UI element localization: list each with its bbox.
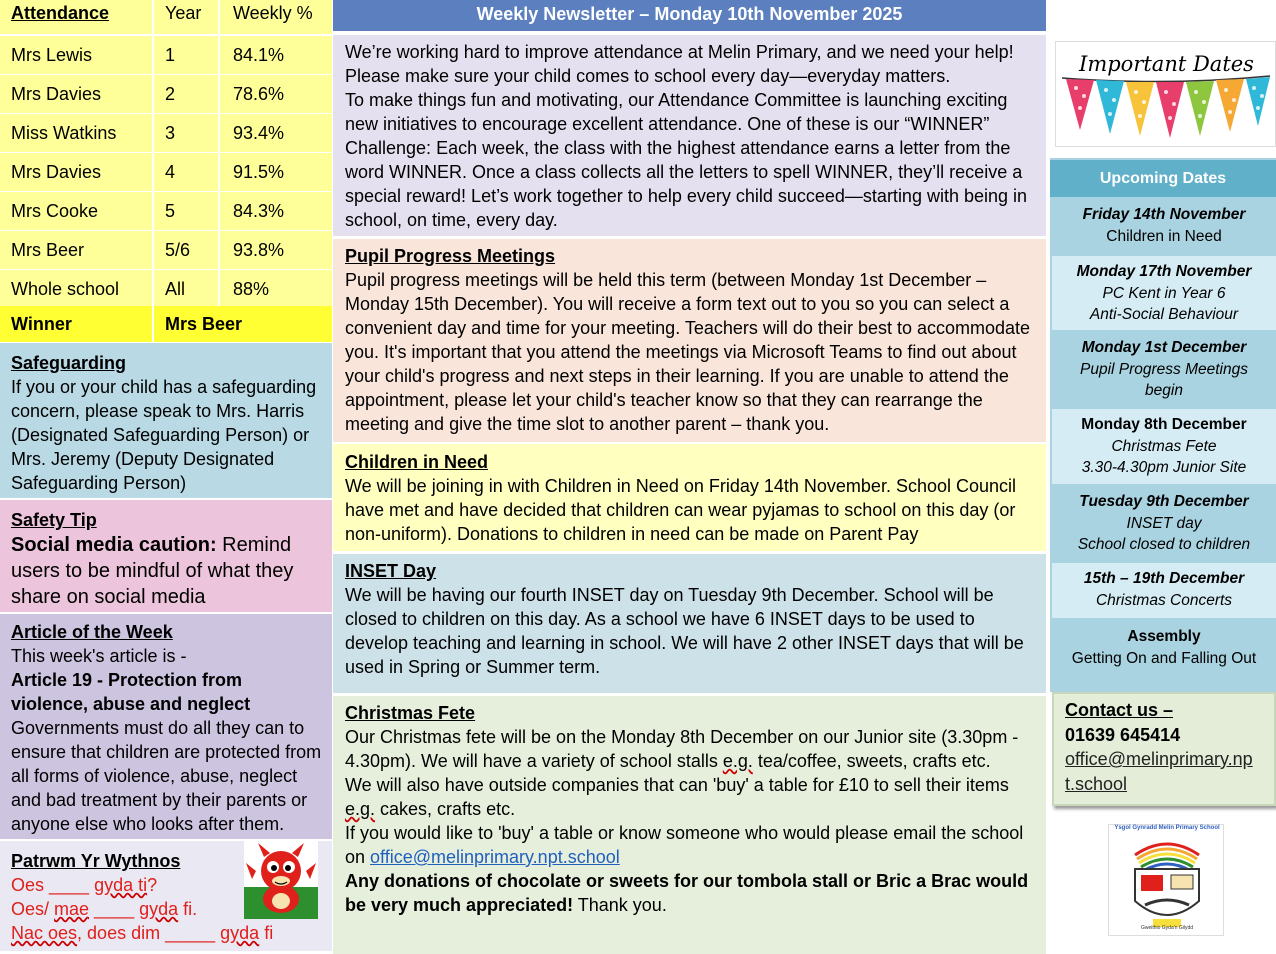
inset-body: We will be having our fourth INSET day on Tuesday 9th December. School will be closed to children on this day. As a school we have 6 INSET days to be used to develop teaching and learning in school. We will have 2 other INSET days that will be used in Spring or Summer term. (345, 585, 1024, 677)
teacher-cell: Mrs Cooke (0, 192, 152, 230)
year-header: Year (154, 0, 218, 34)
teacher-cell: Mrs Davies (0, 75, 152, 113)
safety-tip-panel (0, 500, 332, 612)
upcoming-line: School closed to children (1077, 536, 1251, 553)
upcoming-line: INSET day (1126, 514, 1202, 532)
safeguarding-body: If you or your child has a safeguarding concern, please speak to Mrs. Harris (Designated Safeguarding Person) or Mrs. Jeremy (Deputy Designated Safeguarding Person) (11, 377, 317, 493)
inset-panel (333, 554, 1046, 693)
table-row (0, 270, 332, 308)
pct-cell: 84.1% (220, 36, 332, 74)
upcoming-date: Monday 1st December (1081, 339, 1247, 356)
upcoming-item (1052, 332, 1276, 407)
patrwm-line-2: Oes/ mae ____ gyda fi. (11, 899, 198, 919)
upcoming-item (1052, 409, 1276, 484)
contact-phone: 01639 645414 (1065, 724, 1181, 745)
bunting-icon (1056, 42, 1276, 148)
teacher-cell: Mrs Beer (0, 231, 152, 269)
fete-p4: Any donations of chocolate or sweets for our tombola stall or Bric a Brac would be very much appreciated! Thank you. (345, 871, 1029, 915)
dragon-icon (244, 841, 318, 919)
upcoming-line: Getting On and Falling Out (1071, 649, 1257, 667)
pct-cell: 84.3% (220, 192, 332, 230)
year-cell: 3 (154, 114, 218, 152)
article-title: Article of the Week (11, 622, 173, 642)
table-row (0, 75, 332, 113)
fete-p3: If you would like to 'buy' a table or know someone who would please email the school on office@melinprimary.npt.school (345, 823, 1024, 867)
progress-panel (333, 239, 1046, 442)
important-dates-banner (1055, 41, 1276, 147)
upcoming-title: Upcoming Dates (1099, 170, 1227, 187)
pct-cell: 93.8% (220, 231, 332, 269)
fete-p1: Our Christmas fete will be on the Monday 8th December on our Junior site (3.30pm - 4.30pm). We will have a variety of school stalls e.g. tea/coffee, sweets, crafts etc. (345, 727, 1019, 771)
newsletter-header (333, 0, 1046, 31)
upcoming-item (1052, 563, 1276, 618)
teacher-cell: Mrs Davies (0, 153, 152, 191)
table-row (0, 231, 332, 269)
contact-email-link[interactable]: office@melinprimary.np t.school (1065, 749, 1253, 794)
upcoming-line: begin (1145, 382, 1183, 399)
intro-text: We’re working hard to improve attendance at Melin Primary, and we need your help! Please make sure your child comes to school every day—everyday matters. (345, 42, 1014, 86)
logo-text: Ysgol Gynradd Melin Primary School (1114, 825, 1220, 831)
year-cell: 2 (154, 75, 218, 113)
welsh-dragon-image (244, 841, 318, 919)
upcoming-line: Christmas Concerts (1095, 591, 1233, 609)
intro-panel (333, 35, 1046, 236)
safety-tip-text: Remind users to be mindful of what they share on social media (11, 534, 294, 608)
fete-bold: Any donations of chocolate or sweets for our tombola stall or Bric a Brac would be very much appreciated! (345, 871, 1029, 915)
article-intro: This week's article is - (11, 646, 187, 666)
progress-title: Pupil Progress Meetings (345, 246, 556, 266)
safety-tip-title: Safety Tip (11, 510, 97, 530)
article-bold: Article 19 - Protection from violence, abuse and neglect (11, 670, 251, 714)
inset-title: INSET Day (345, 561, 437, 581)
fete-email-link[interactable]: office@melinprimary.npt.school (370, 847, 620, 867)
winner-value: Mrs Beer (154, 306, 332, 342)
fete-panel (333, 696, 1046, 954)
progress-body: Pupil progress meetings will be held this term (between Monday 1st December – Monday 15th December). You will receive a form text out to you so you can select a convenient day and time for your meeting. Teachers will do their best to accommodate you. It's important that you attend the meetings via Microsoft Teams to find out about your child's progress and next steps in their learning. If you are unable to attend the appointment, please let your child's teacher know so that they can rearrange the meeting and give the time slot to another parent – thank you. (345, 270, 1031, 434)
cin-body: We will be joining in with Children in Need on Friday 14th November. School Council have met and have decided that children can wear pyjamas to school on this day (or non-uniform). Donations to children in need can be made on Parent Pay (345, 476, 1017, 544)
cin-panel (333, 444, 1046, 551)
upcoming-date: Monday 8th December (1081, 416, 1247, 433)
pct-cell: 91.5% (220, 153, 332, 191)
contact-panel (1052, 692, 1276, 806)
article-panel (0, 614, 332, 839)
article-text: Governments must do all they can to ensure that children are protected from all forms of violence, abuse, neglect and bad treatment by their parents or anyone else who looks after them. (11, 718, 322, 834)
teacher-cell: Mrs Lewis (0, 36, 152, 74)
attendance-table (0, 0, 332, 342)
attendance-header-row (0, 0, 332, 38)
intro-text-2: To make things fun and motivating, our Attendance Committee is launching exciting new initiatives to encourage excellent attendance. One of these is our “WINNER” Challenge: Each week, the class with the highest attendance earns a letter from the word WINNER. Once a class collects all the letters to spell WINNER, they’ll receive a special reward! Let’s work together to help every child succeed—starting with being in school, on time, every day. (345, 90, 1028, 230)
year-cell: 5 (154, 192, 218, 230)
safety-tip-bold: Social media caution: (11, 534, 217, 556)
upcoming-item (1052, 256, 1276, 330)
upcoming-line: PC Kent in Year 6 (1102, 284, 1226, 302)
table-row (0, 153, 332, 191)
safety-tip-body (11, 532, 322, 610)
upcoming-line: Pupil Progress Meetings (1080, 360, 1248, 378)
patrwm-line-1: Oes ____ gyda ti? (11, 875, 158, 895)
logo-motto: Gweithio Gyda'n Gilydd (1140, 925, 1194, 931)
winner-row (0, 306, 332, 342)
pct-cell: 93.4% (220, 114, 332, 152)
school-logo (1108, 824, 1224, 936)
teacher-cell: Whole school (0, 270, 152, 308)
contact-title: Contact us – (1065, 700, 1174, 720)
patrwm-title: Patrwm Yr Wythnos (11, 851, 181, 871)
cin-title: Children in Need (345, 452, 489, 472)
upcoming-date: Friday 14th November (1082, 206, 1246, 223)
upcoming-item (1052, 486, 1276, 561)
table-row (0, 114, 332, 152)
year-cell: All (154, 270, 218, 308)
upcoming-header (1050, 160, 1276, 197)
safeguarding-panel (0, 343, 332, 498)
upcoming-date: Assembly (1127, 628, 1201, 645)
important-dates-title: Important Dates (1079, 52, 1254, 76)
pct-cell: 78.6% (220, 75, 332, 113)
teacher-cell: Miss Watkins (0, 114, 152, 152)
upcoming-line: Christmas Fete (1111, 437, 1217, 455)
year-cell: 5/6 (154, 231, 218, 269)
table-row (0, 36, 332, 74)
upcoming-item (1052, 620, 1276, 692)
upcoming-date: Tuesday 9th December (1079, 493, 1249, 510)
upcoming-date: 15th – 19th December (1083, 570, 1245, 587)
upcoming-line: Children in Need (1106, 227, 1222, 245)
fete-p2: We will also have outside companies that can 'buy' a table for £10 to sell their items e.g. cakes, crafts etc. (345, 775, 1009, 819)
school-crest-icon (1109, 825, 1225, 937)
attendance-header: Attendance (0, 0, 152, 34)
upcoming-line: Anti-Social Behaviour (1089, 306, 1239, 323)
safeguarding-title: Safeguarding (11, 353, 127, 373)
pct-cell: 88% (220, 270, 332, 308)
year-cell: 4 (154, 153, 218, 191)
fete-title: Christmas Fete (345, 703, 476, 723)
year-cell: 1 (154, 36, 218, 74)
table-row (0, 192, 332, 230)
article-body (11, 668, 322, 836)
newsletter-title: Weekly Newsletter – Monday 10th November 2025 (476, 4, 903, 24)
weekly-header: Weekly % (220, 0, 332, 34)
upcoming-line: 3.30-4.30pm Junior Site (1081, 459, 1247, 476)
patrwm-line-3: Nac oes, does dim _____ gyda fi (11, 923, 274, 943)
winner-label: Winner (0, 306, 152, 342)
upcoming-item (1052, 199, 1276, 254)
upcoming-date: Monday 17th November (1076, 263, 1252, 280)
